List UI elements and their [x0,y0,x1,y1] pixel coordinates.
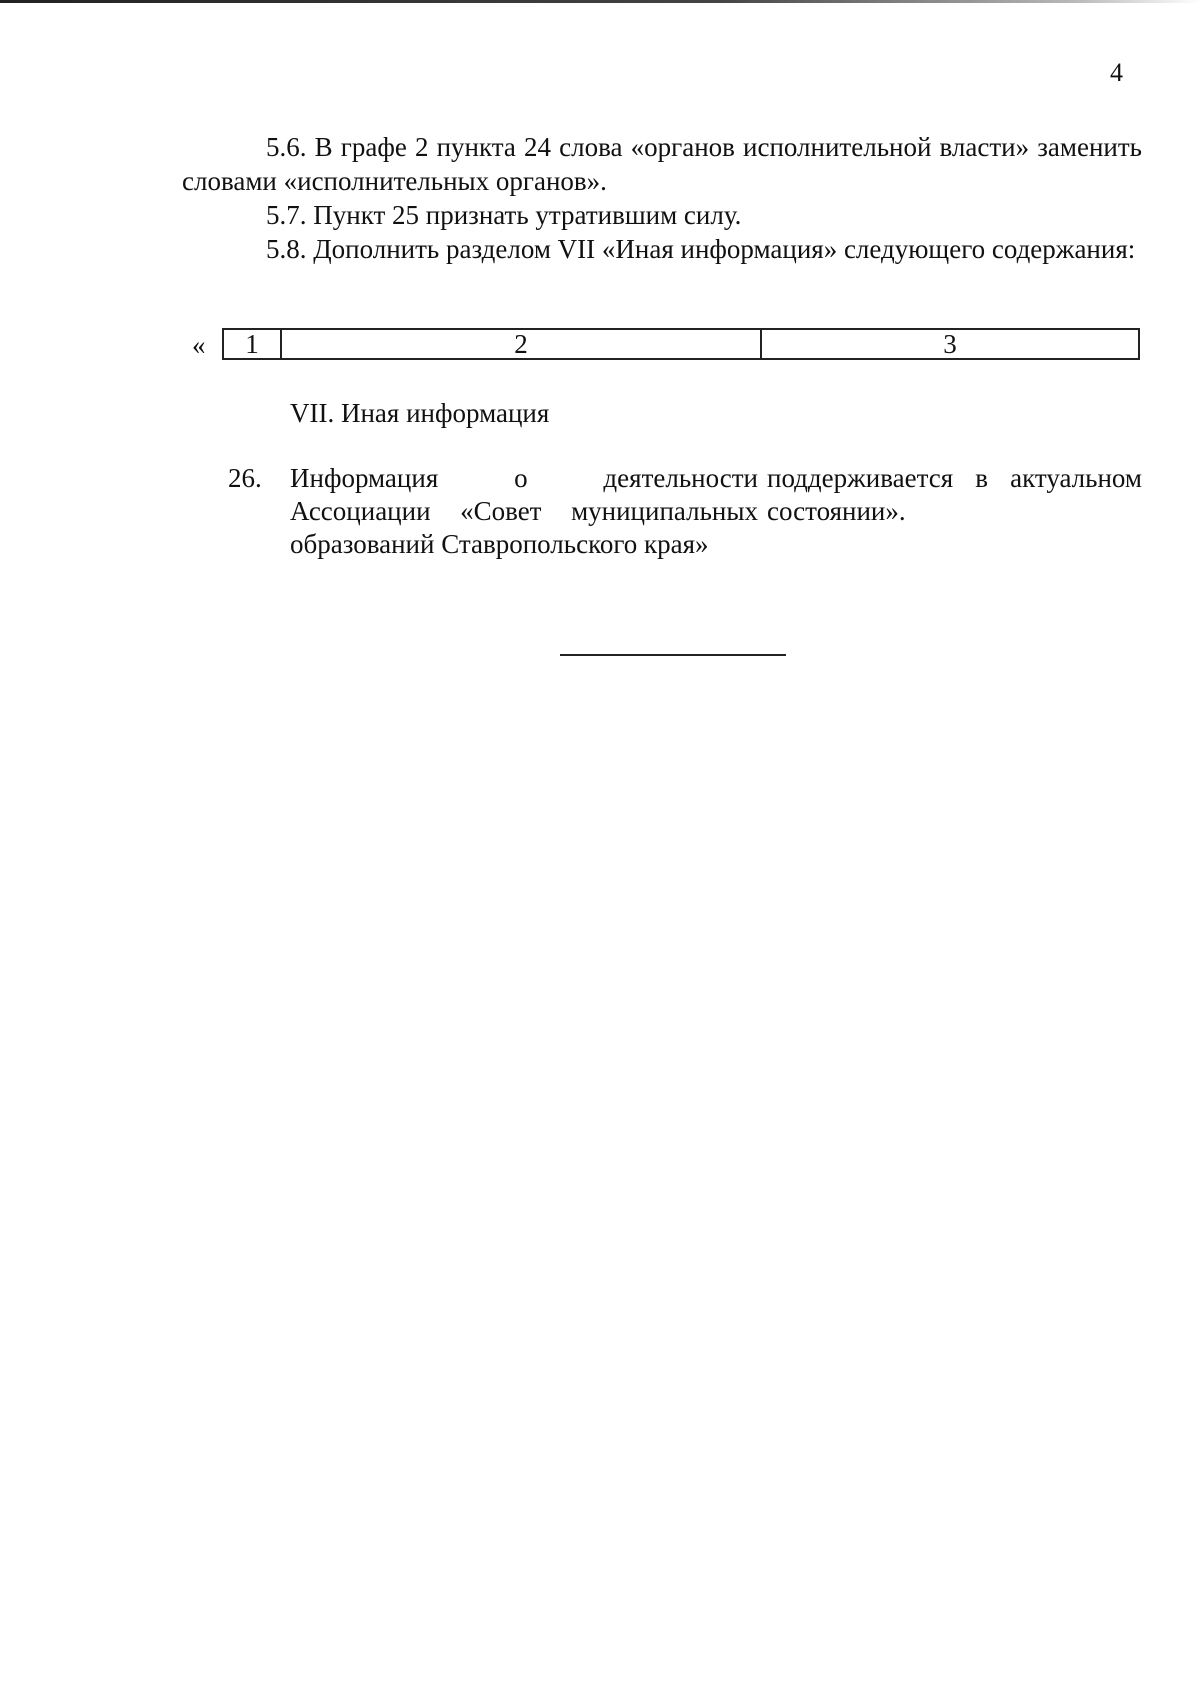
table-header-row [182,328,1142,362]
section-title: VII. Иная информация [290,398,550,428]
scan-top-edge [0,0,1200,3]
amendment-paragraphs [182,130,1142,266]
column-number-table [222,328,1140,360]
column-number-1: 1 [223,329,281,359]
paragraph-5-7: 5.7. Пункт 25 признать утратившим силу. [266,200,742,230]
column-number-3: 3 [761,329,1139,359]
open-quote-mark: « [192,330,206,360]
page-number: 4 [1110,58,1123,87]
paragraph-5-6: 5.6. В графе 2 пункта 24 слова «органов исполнительной власти» заменить словами «исполнительных органов». [182,132,1142,196]
item-name: Информация о деятельности Ассоциации «Совет муниципальных образований Ставропольского края» [290,463,758,559]
item-status: поддерживается в актуальном состоянии». [767,463,1142,526]
paragraph-5-8: 5.8. Дополнить разделом VII «Иная информация» следующего содержания: [266,234,1136,264]
item-number: 26. [228,463,262,493]
end-of-document-rule [560,654,786,656]
column-number-2: 2 [281,329,761,359]
